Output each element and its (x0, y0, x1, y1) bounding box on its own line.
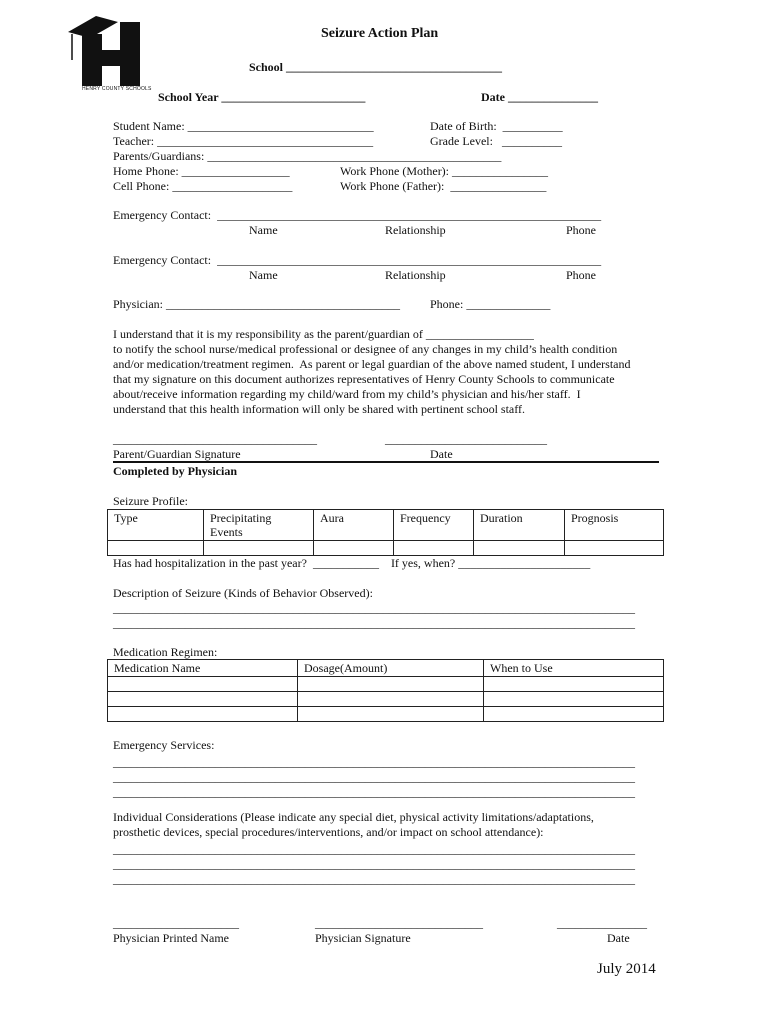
emergency-contact-phone-label-1: Phone (566, 223, 596, 237)
header-precipitating-events: Precipitating Events (204, 510, 314, 541)
individual-considerations-blank-3: _______________________________________________________________________________________ (113, 872, 635, 886)
physician-signature-label: Physician Signature (315, 931, 411, 945)
medication-when-cell[interactable] (484, 677, 664, 692)
medication-name-cell[interactable] (108, 707, 298, 722)
parent-signature-blank: __________________________________ (113, 432, 317, 446)
medication-table (107, 659, 664, 722)
date-line: Date _______________ (481, 90, 598, 104)
physician-section-title: Completed by Physician (113, 464, 238, 478)
description-blank-2: _______________________________________________________________________________________ (113, 616, 635, 630)
emergency-services-blank-1: _______________________________________________________________________________________ (113, 755, 635, 769)
medication-name-cell[interactable] (108, 677, 298, 692)
parent-date-blank: ___________________________ (385, 432, 547, 446)
medication-when-cell[interactable] (484, 692, 664, 707)
consent-line-3: and/or medication/treatment regimen. As parent or legal guardian of the above named student, I understand (113, 357, 631, 371)
work-phone-mother-line: Work Phone (Mother): ________________ (340, 164, 549, 178)
header-prognosis: Prognosis (565, 510, 664, 541)
description-blank-1: _______________________________________________________________________________________ (113, 601, 635, 615)
seizure-precipitating-cell[interactable] (204, 541, 314, 556)
student-name-line: Student Name: _______________________________ (113, 119, 374, 133)
description-label: Description of Seizure (Kinds of Behavior Observed): (113, 586, 373, 600)
medication-header-row (108, 660, 664, 677)
footer-date: July 2014 (597, 961, 656, 977)
logo-caption: HENRY COUNTY SCHOOLS (82, 86, 152, 92)
emergency-contact-line-2: Emergency Contact: ________________________________________________________________ (113, 253, 602, 267)
emergency-services-label: Emergency Services: (113, 738, 215, 752)
emergency-contact-relationship-label-2: Relationship (385, 268, 446, 282)
consent-line-2: to notify the school nurse/medical professional or designee of any changes in my child’s health condition (113, 342, 618, 356)
page-title: Seizure Action Plan (321, 26, 439, 41)
medication-row (108, 692, 664, 707)
seizure-profile-table (107, 509, 664, 556)
grade-level-line: Grade Level: __________ (430, 134, 562, 148)
medication-dosage-cell[interactable] (298, 677, 484, 692)
seizure-prognosis-cell[interactable] (565, 541, 664, 556)
individual-considerations-label-1: Individual Considerations (Please indicate any special diet, physical activity limitations/adaptations, (113, 810, 594, 824)
medication-regimen-label: Medication Regimen: (113, 645, 218, 659)
individual-considerations-blank-1: _______________________________________________________________________________________ (113, 842, 635, 856)
physician-line: Physician: _______________________________________ (113, 297, 400, 311)
emergency-services-blank-2: _______________________________________________________________________________________ (113, 770, 635, 784)
work-phone-father-line: Work Phone (Father): ________________ (340, 179, 547, 193)
header-when-to-use: When to Use (484, 660, 664, 677)
physician-printed-name-label: Physician Printed Name (113, 931, 229, 945)
header-dosage: Dosage(Amount) (298, 660, 484, 677)
emergency-contact-line-1: Emergency Contact: ________________________________________________________________ (113, 208, 602, 222)
seizure-aura-cell[interactable] (314, 541, 394, 556)
medication-row (108, 677, 664, 692)
emergency-contact-relationship-label-1: Relationship (385, 223, 446, 237)
parent-date-label: Date (430, 447, 453, 461)
medication-when-cell[interactable] (484, 707, 664, 722)
school-year-line: School Year ________________________ (158, 90, 366, 104)
seizure-type-cell[interactable] (108, 541, 204, 556)
cell-phone-line: Cell Phone: ____________________ (113, 179, 293, 193)
emergency-contact-name-label-2: Name (249, 268, 278, 282)
date-of-birth-line: Date of Birth: __________ (430, 119, 563, 133)
physician-phone-line: Phone: ______________ (430, 297, 551, 311)
seizure-profile-row (108, 541, 664, 556)
header-frequency: Frequency (394, 510, 474, 541)
school-line: School ____________________________________ (249, 60, 503, 74)
hospitalization-line: Has had hospitalization in the past year? ___________ If yes, when? ______________________ (113, 556, 591, 570)
seizure-profile-label: Seizure Profile: (113, 494, 188, 508)
physician-date-label: Date (607, 931, 630, 945)
home-phone-line: Home Phone: __________________ (113, 164, 290, 178)
parent-signature-label: Parent/Guardian Signature (113, 447, 241, 461)
individual-considerations-blank-2: _______________________________________________________________________________________ (113, 857, 635, 871)
seizure-frequency-cell[interactable] (394, 541, 474, 556)
medication-dosage-cell[interactable] (298, 707, 484, 722)
emergency-contact-name-label-1: Name (249, 223, 278, 237)
emergency-services-blank-3: _______________________________________________________________________________________ (113, 785, 635, 799)
header-aura: Aura (314, 510, 394, 541)
section-divider (113, 461, 659, 463)
seizure-profile-header-row (108, 510, 664, 541)
header-duration: Duration (474, 510, 565, 541)
parents-guardians-line: Parents/Guardians: _________________________________________________ (113, 149, 502, 163)
consent-line-6: understand that this health information will only be shared with pertinent school staff. (113, 402, 526, 416)
medication-row (108, 707, 664, 722)
medication-name-cell[interactable] (108, 692, 298, 707)
medication-dosage-cell[interactable] (298, 692, 484, 707)
emergency-contact-phone-label-2: Phone (566, 268, 596, 282)
consent-line-4: that my signature on this document authorizes representatives of Henry County Schools to communicate (113, 372, 615, 386)
individual-considerations-label-2: prosthetic devices, special procedures/interventions, and/or impact on school attendance): (113, 825, 544, 839)
physician-signature-blank: ____________________________ (315, 916, 483, 930)
physician-printed-name-blank: _____________________ (113, 916, 239, 930)
consent-line-1: I understand that it is my responsibility as the parent/guardian of __________________ (113, 327, 534, 341)
header-type: Type (108, 510, 204, 541)
physician-date-blank: _______________ (557, 916, 647, 930)
teacher-line: Teacher: ____________________________________ (113, 134, 374, 148)
consent-line-5: about/receive information regarding my child/ward from my child’s physician and his/her staff. I (113, 387, 581, 401)
seizure-duration-cell[interactable] (474, 541, 565, 556)
header-medication-name: Medication Name (108, 660, 298, 677)
